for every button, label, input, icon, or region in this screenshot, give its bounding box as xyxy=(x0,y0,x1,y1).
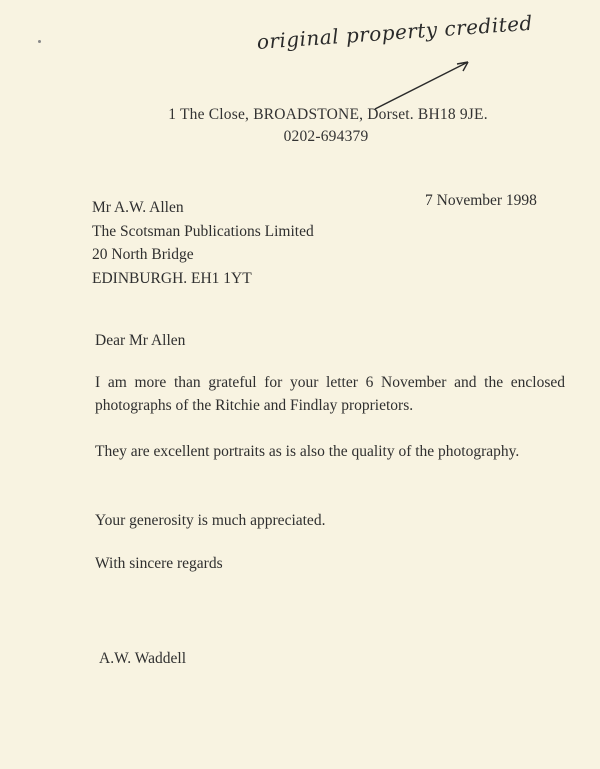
letterhead-address: 1 The Close, BROADSTONE, Dorset. BH18 9JE. xyxy=(168,106,488,123)
body-paragraph-3: Your generosity is much appreciated. xyxy=(95,512,326,529)
recipient-name: Mr A.W. Allen xyxy=(92,199,184,216)
letter-date: 7 November 1998 xyxy=(425,192,537,209)
body-paragraph-1: I am more than grateful for your letter 6 November and the enclosed photographs of the Ritchie and Findlay proprietors. xyxy=(95,374,565,414)
salutation: Dear Mr Allen xyxy=(95,332,186,349)
stray-ink-mark xyxy=(38,40,41,43)
letterhead-phone: 0202-694379 xyxy=(283,128,369,145)
closing: With sincere regards xyxy=(95,555,223,572)
handwritten-annotation xyxy=(250,10,560,114)
signature-name: A.W. Waddell xyxy=(99,650,187,667)
annotation-arrow-icon xyxy=(250,24,560,114)
recipient-block xyxy=(92,196,314,290)
recipient-street: 20 North Bridge xyxy=(92,246,194,263)
recipient-company: The Scotsman Publications Limited xyxy=(92,222,314,240)
recipient-city: EDINBURGH. EH1 1YT xyxy=(92,269,252,287)
handwritten-note: original property credited xyxy=(256,10,534,54)
body-paragraph-2: They are excellent portraits as is also the quality of the photography. xyxy=(95,443,520,460)
